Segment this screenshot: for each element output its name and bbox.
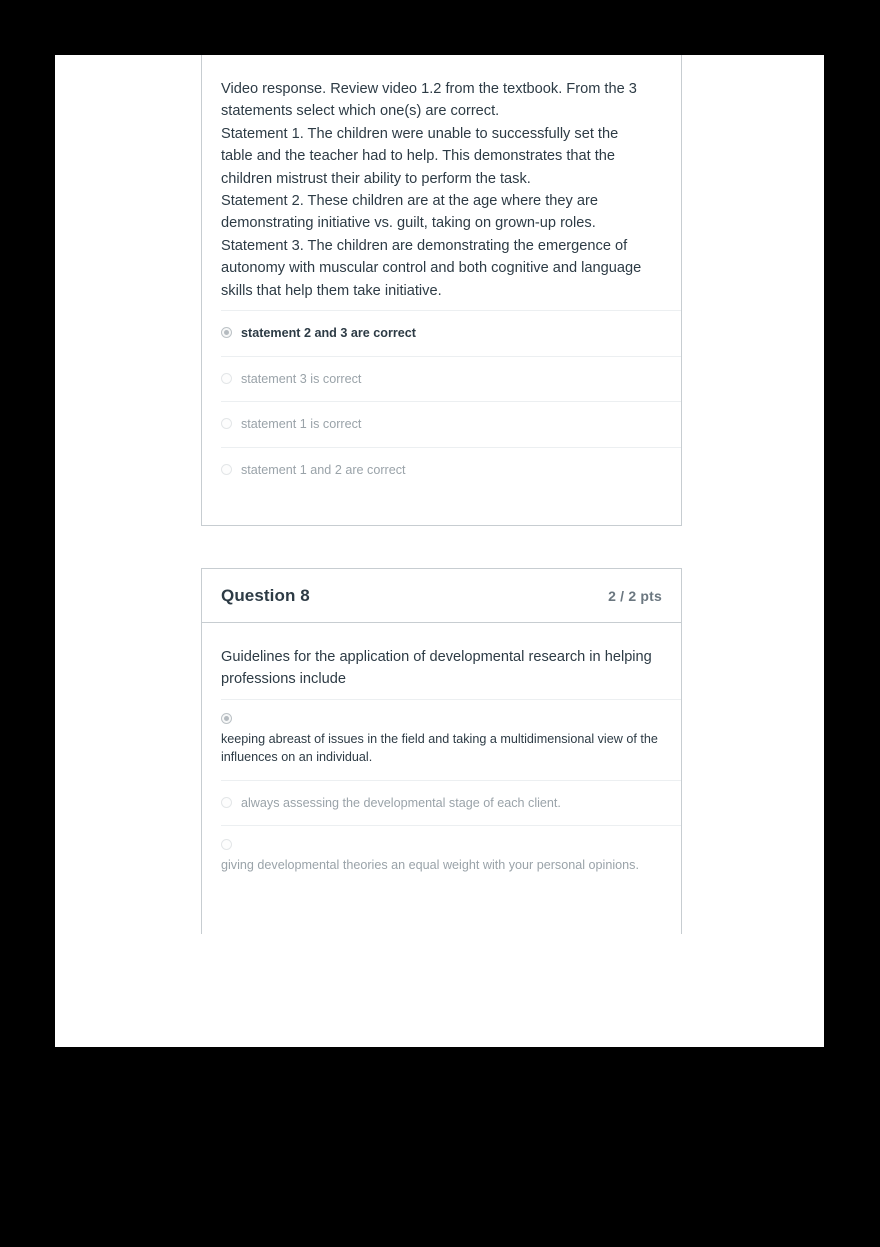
question-body-7	[202, 55, 681, 310]
radio-button-selected-icon[interactable]	[221, 713, 232, 724]
answer-list-7	[202, 310, 681, 492]
answer-option-label: giving developmental theories an equal weight with your personal opinions.	[221, 858, 639, 873]
answer-option-label: statement 1 and 2 are correct	[241, 462, 406, 477]
radio-button-icon[interactable]	[221, 373, 232, 384]
question-text-line: statements select which one(s) are correct.	[221, 103, 500, 120]
answer-option[interactable]	[221, 699, 681, 780]
radio-button-icon[interactable]	[221, 839, 232, 850]
card-bottom-spacer	[202, 492, 681, 525]
answer-option[interactable]	[221, 310, 681, 356]
radio-button-icon[interactable]	[221, 418, 232, 429]
answer-option-label: keeping abreast of issues in the field and taking a multidimensional view of the influences on an individual.	[221, 731, 658, 765]
question-text-line: professions include	[221, 671, 346, 688]
question-card-7	[201, 55, 682, 526]
question-text-line: Guidelines for the application of developmental research in helping	[221, 649, 652, 666]
answer-list-8	[202, 699, 681, 888]
answer-option[interactable]	[221, 447, 681, 493]
card-gap	[201, 526, 682, 568]
answer-option[interactable]	[221, 401, 681, 447]
answer-option-label: always assessing the developmental stage of each client.	[241, 795, 561, 810]
question-text-8	[221, 623, 662, 699]
question-text-line: children mistrust their ability to perform the task.	[221, 170, 531, 187]
answer-option[interactable]	[221, 780, 681, 826]
question-text-line: demonstrating initiative vs. guilt, taking on grown-up roles.	[221, 215, 596, 232]
question-text-line: table and the teacher had to help. This demonstrates that the	[221, 148, 616, 165]
question-text-7	[221, 55, 662, 310]
radio-button-icon[interactable]	[221, 464, 232, 475]
answer-option[interactable]	[221, 356, 681, 402]
question-text-line: Statement 3. The children are demonstrating the emergence of	[221, 237, 628, 254]
card-bottom-spacer	[202, 888, 681, 934]
question-text-line: Video response. Review video 1.2 from the textbook. From the 3	[221, 81, 637, 97]
radio-button-selected-icon[interactable]	[221, 327, 232, 338]
quiz-page-sheet	[55, 55, 824, 1047]
question-text-line: Statement 1. The children were unable to successfully set the	[221, 125, 619, 142]
answer-option-label: statement 3 is correct	[241, 371, 362, 386]
question-title: Question 8	[221, 586, 310, 606]
question-header-8	[202, 569, 681, 623]
question-text-line: skills that help them take initiative.	[221, 282, 442, 299]
quiz-questions-column	[201, 55, 682, 934]
question-text-line: autonomy with muscular control and both cognitive and language	[221, 260, 642, 277]
question-card-8	[201, 568, 682, 934]
answer-option[interactable]	[221, 825, 681, 888]
answer-option-label: statement 1 is correct	[241, 417, 362, 432]
question-text-line: Statement 2. These children are at the age where they are	[221, 193, 598, 210]
question-points-badge: 2 / 2 pts	[608, 588, 662, 605]
answer-option-label: statement 2 and 3 are correct	[241, 326, 416, 341]
radio-button-icon[interactable]	[221, 797, 232, 808]
question-body-8	[202, 623, 681, 699]
